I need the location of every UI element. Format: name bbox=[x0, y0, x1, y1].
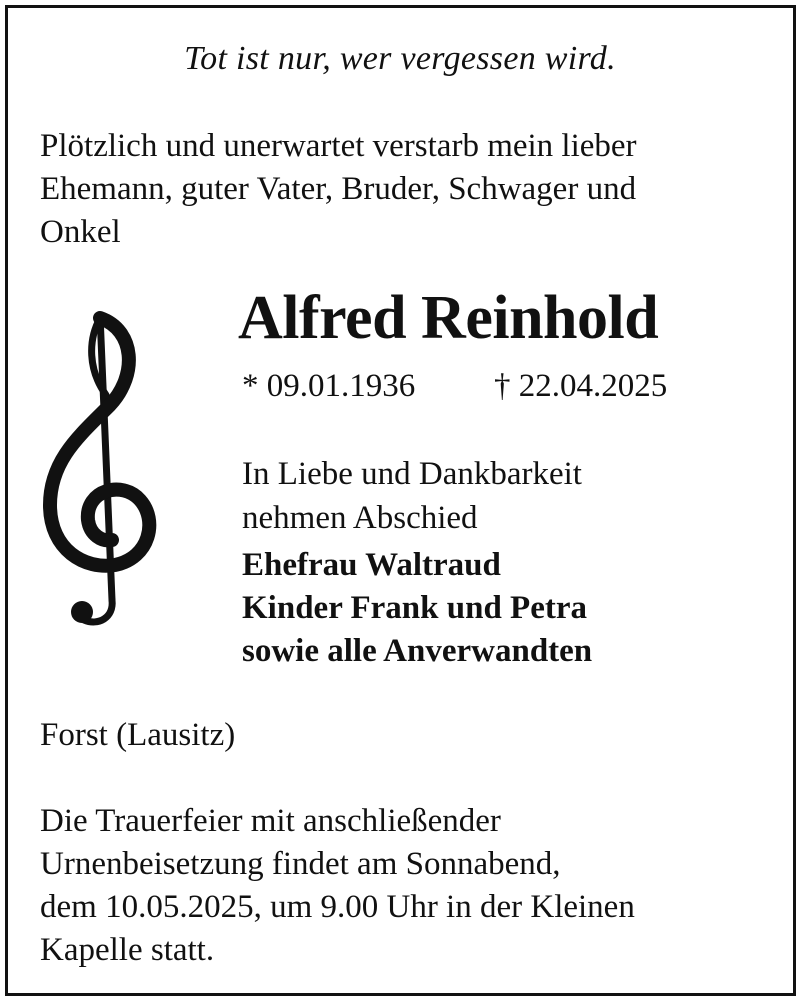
mourner-line: Kinder Frank und Petra bbox=[242, 590, 588, 626]
mourners-list bbox=[242, 544, 592, 673]
place: Forst (Lausitz) bbox=[40, 717, 236, 753]
intro-line: Onkel bbox=[40, 214, 121, 250]
motto: Tot ist nur, wer vergessen wird. bbox=[184, 40, 616, 77]
life-dates bbox=[242, 368, 668, 405]
service-line: Urnenbeisetzung findet am Sonnabend, bbox=[40, 846, 561, 882]
intro-line: Ehemann, guter Vater, Bruder, Schwager und bbox=[40, 171, 637, 207]
birth-date: * 09.01.1936 bbox=[242, 368, 416, 404]
mourner-line: Ehefrau Waltraud bbox=[242, 547, 501, 583]
deceased-name: Alfred Reinhold bbox=[238, 284, 659, 352]
service-line: Die Trauerfeier mit anschließender bbox=[40, 803, 501, 839]
mourner-line: sowie alle Anverwandten bbox=[242, 633, 593, 669]
intro-line: Plötzlich und unerwartet verstarb mein lieber bbox=[40, 128, 637, 164]
service-line: dem 10.05.2025, um 9.00 Uhr in der Kleinen bbox=[40, 889, 635, 925]
service-info bbox=[40, 800, 635, 972]
death-date: † 22.04.2025 bbox=[494, 368, 668, 404]
service-line: Kapelle statt. bbox=[40, 932, 215, 968]
treble-clef-icon bbox=[40, 300, 170, 630]
farewell-line: In Liebe und Dankbarkeit bbox=[242, 456, 582, 492]
intro-text bbox=[40, 125, 770, 254]
farewell-text bbox=[242, 452, 582, 540]
farewell-line: nehmen Abschied bbox=[242, 500, 478, 536]
